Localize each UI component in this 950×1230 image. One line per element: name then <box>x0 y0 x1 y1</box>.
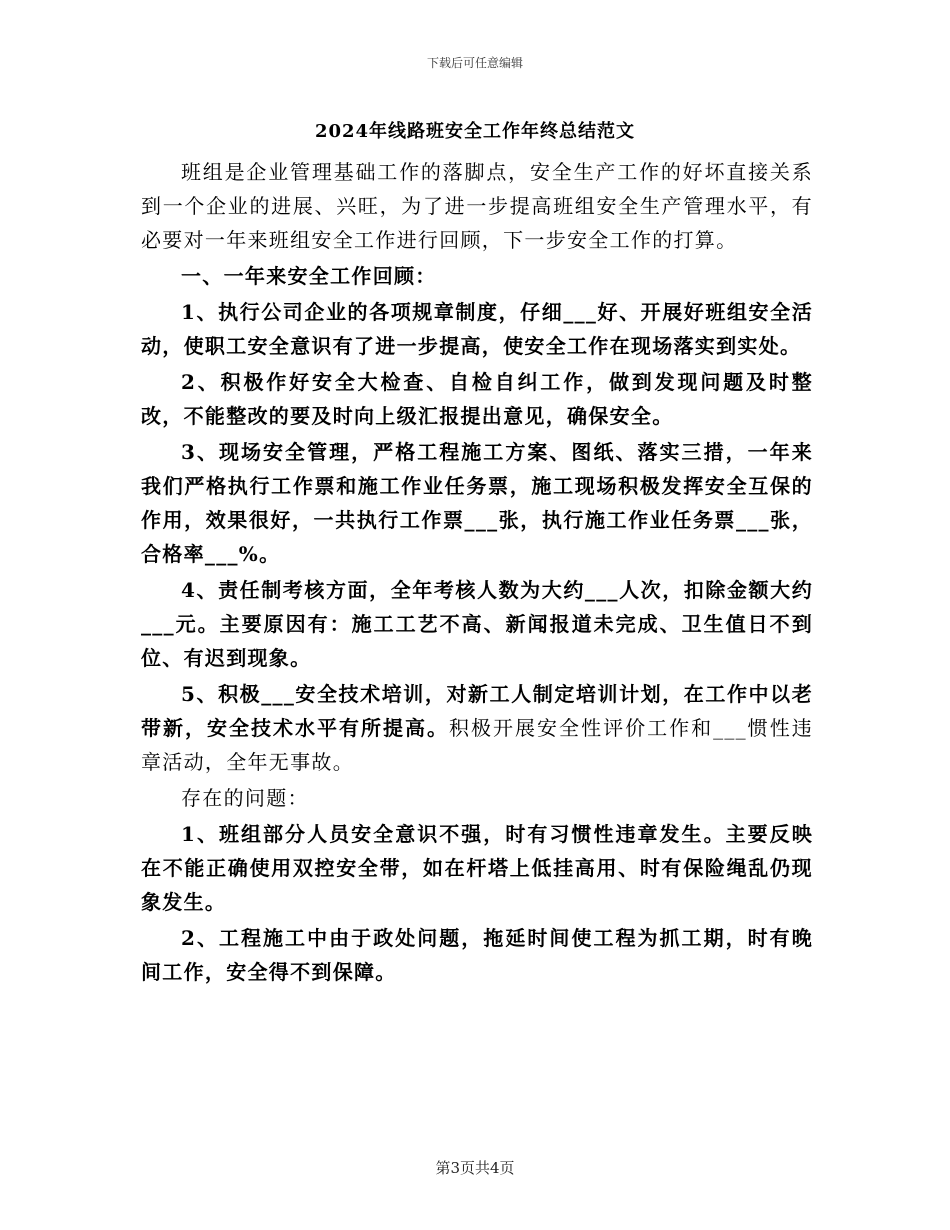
paragraph-item-2: 2、积极作好安全大检查、自检自纠工作，做到发现问题及时整改，不能整改的要及时向上级汇报提出意见，确保安全。 <box>141 370 813 428</box>
paragraph-problem-2: 2、工程施工中由于政处问题，拖延时间使工程为抓工期，时有晚间工作，安全得不到保障。 <box>141 926 813 984</box>
paragraph-problem-1: 1、班组部分人员安全意识不强，时有习惯性违章发生。主要反映在不能正确使用双控安全带，如在杆塔上低挂高用、时有保险绳乱仍现象发生。 <box>141 822 813 914</box>
paragraph-item-5-bold: 5、积极___安全技术培训，对新工人制定培训计划，在工作中以老带新，安全技术水平有所提高。 <box>141 682 813 740</box>
section-heading-review: 一、一年来安全工作回顾： <box>181 264 437 288</box>
header-note: 下载后可任意编辑 <box>426 56 523 70</box>
paragraph-intro: 班组是企业管理基础工作的落脚点，安全生产工作的好坏直接关系到一个企业的进展、兴旺，为了进一步提高班组安全生产管理水平，有必要对一年来班组安全工作进行回顾，下一步安全工作的打算。 <box>141 160 813 252</box>
document-body <box>141 155 813 991</box>
paragraph-item-5 <box>141 677 813 779</box>
paragraph-item-1: 1、执行公司企业的各项规章制度，仔细___好、开展好班组安全活动，使职工安全意识有了进一步提高，使安全工作在现场落实到实处。 <box>141 300 813 358</box>
paragraph-item-5-light: 积极开展安全性评价工作和___惯性违章活动，全年无事故。 <box>141 716 813 774</box>
page-footer: 第3页共4页 <box>435 1159 515 1177</box>
paragraph-item-3: 3、现场安全管理，严格工程施工方案、图纸、落实三措，一年来我们严格执行工作票和施工作业任务票，施工现场积极发挥安全互保的作用，效果很好，一共执行工作票___张，执行施工作业任务票___张，合格率___%。 <box>141 440 813 566</box>
paragraph-item-4: 4、责任制考核方面，全年考核人数为大约___人次，扣除金额大约___元。主要原因有：施工工艺不高、新闻报道未完成、卫生值日不到位、有迟到现象。 <box>141 578 813 670</box>
document-title: 2024年线路班安全工作年终总结范文 <box>314 121 636 142</box>
section-heading-problems: 存在的问题： <box>181 786 309 810</box>
